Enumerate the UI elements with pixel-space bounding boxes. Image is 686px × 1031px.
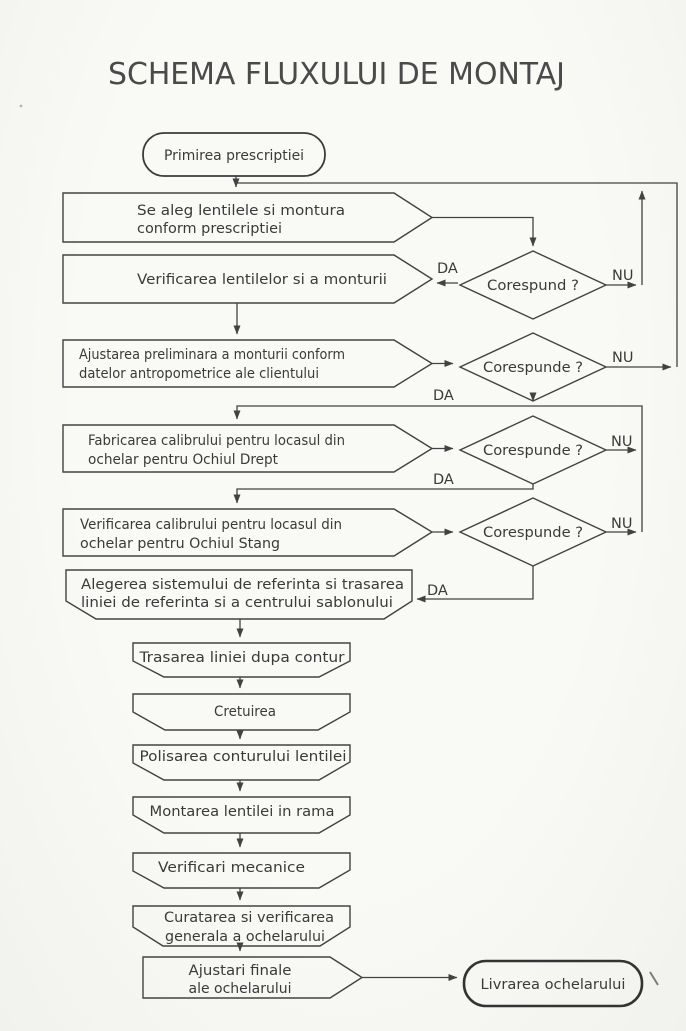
process-label-adjust-frame-line2: datelor antropometrice ale clientului (79, 366, 319, 382)
process-label-adjust-frame-line1: Ajustarea preliminara a monturii conform (79, 347, 345, 363)
decision-label-1: Corespund ? (487, 278, 579, 294)
page-title: SCHEMA FLUXULUI DE MONTAJ (108, 57, 565, 92)
process-label-verify-caliber-line2: ochelar pentru Ochiul Stang (80, 536, 280, 552)
branch-label-da-1: DA (437, 261, 458, 277)
start-terminator-label: Primirea prescriptiei (164, 148, 304, 164)
connector-d3-da-to-verify-caliber (237, 484, 533, 503)
branch-label-da-3: DA (433, 472, 454, 488)
connector-select-lenses-to-d1 (432, 218, 533, 247)
process-label-choose-reference-line2: liniei de referinta si a centrului sablonului (81, 595, 393, 611)
process-label-final-adjustments-line1: Ajustari finale (188, 963, 292, 979)
process-label-chalking: Cretuirea (214, 704, 276, 720)
process-label-final-adjustments-line2: ale ochelarului (188, 981, 292, 997)
process-label-select-lenses-line1: Se aleg lentilele si montura (137, 203, 345, 219)
process-label-polish-contour: Polisarea conturului lentilei (139, 749, 347, 765)
branch-label-nu-2: NU (612, 350, 634, 366)
process-label-cleaning-check-line1: Curatarea si verificarea (164, 910, 334, 926)
branch-label-nu-4: NU (611, 516, 633, 532)
decision-label-3: Corespunde ? (483, 443, 583, 459)
process-label-verify-caliber-line1: Verificarea calibrului pentru locasul din (80, 517, 342, 533)
process-label-verify-lenses: Verificarea lentilelor si a monturii (137, 272, 387, 288)
process-label-make-caliber-line2: ochelar pentru Ochiul Drept (88, 452, 279, 468)
branch-label-nu-3: NU (611, 434, 633, 450)
process-label-cleaning-check-line2: generala a ochelarului (165, 929, 325, 945)
decision-label-2: Corespunde ? (483, 360, 583, 376)
end-terminator-label: Livrarea ochelarului (480, 977, 626, 993)
scan-mark-speck (20, 105, 23, 108)
branch-label-da-2: DA (433, 388, 454, 404)
scan-mark-tick (650, 972, 658, 985)
process-label-select-lenses-line2: conform prescriptiei (137, 221, 282, 237)
branch-label-da-4: DA (427, 583, 448, 599)
process-label-trace-contour: Trasarea liniei dupa contur (138, 650, 345, 666)
process-label-mechanical-checks: Verificari mecanice (158, 860, 305, 876)
process-label-mount-lens: Montarea lentilei in rama (149, 804, 335, 820)
branch-label-nu-1: NU (612, 268, 634, 284)
decision-label-4: Corespunde ? (483, 525, 583, 541)
process-label-make-caliber-line1: Fabricarea calibrului pentru locasul din (88, 433, 345, 449)
process-label-choose-reference-line1: Alegerea sistemului de referinta si trasarea (81, 577, 404, 593)
